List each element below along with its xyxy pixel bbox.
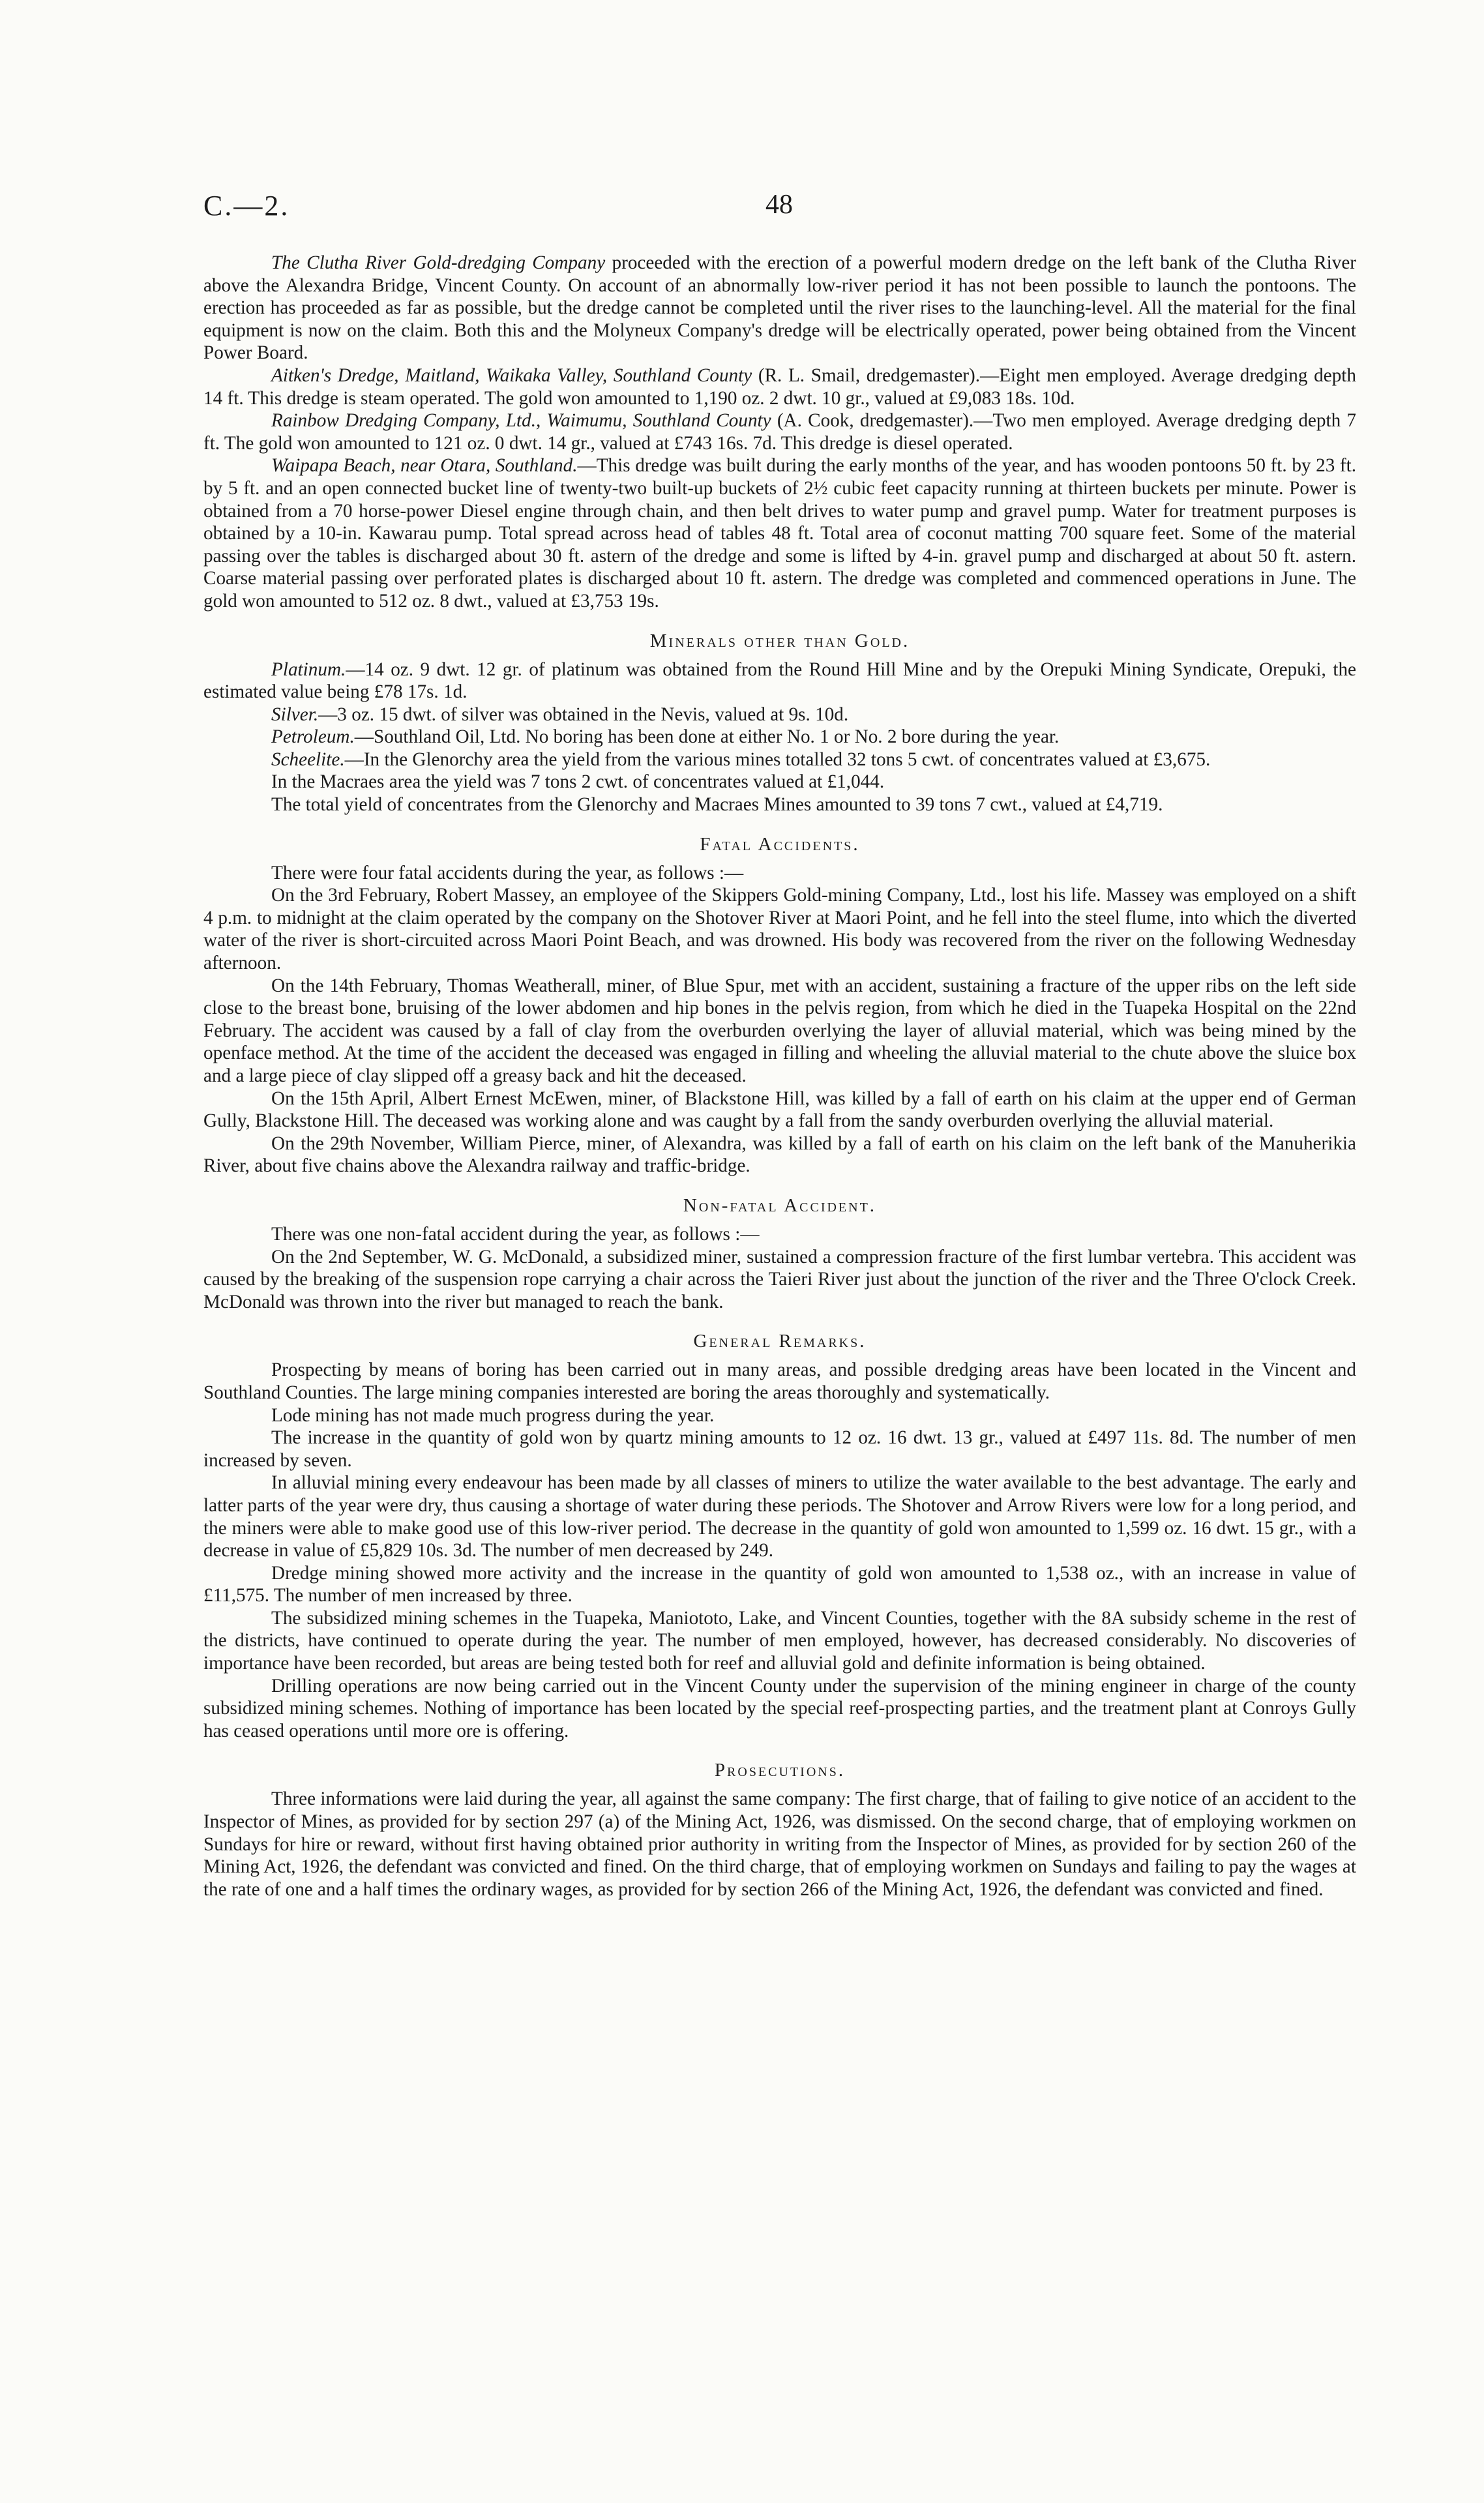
paragraph-general-lode: Lode mining has not made much progress during the year. bbox=[271, 1404, 715, 1426]
paragraph-waipapa-dredge: Waipapa Beach, near Otara, Southland.—This dredge was built during the early months of the year, and has wooden pontoons 50 ft. by 23 ft. by 5 ft. and an open connected bucket line of twenty-two built-up buckets of 2½ cubic feet capacity running at thirteen buckets per minute. Power is obtained from a 70 horse-power Diesel engine through chain, and then belt drives to water pump and gravel pump. Water for treatment purposes is obtained by a 10-in. Kawarau pump. Total spread across head of tables 48 ft. Total area of coconut matting 700 square feet. Some of the material passing over the tables is discharged about 30 ft. astern of the dredge and some is lifted by 4-in. gravel pump and discharged at about 50 ft. astern. Coarse material passing over perforated plates is discharged about 10 ft. astern. The dredge was completed and commenced operations in June. The gold won amounted to 512 oz. 8 dwt., valued at £3,753 19s. bbox=[203, 455, 1357, 612]
paragraph-fatal-intro: There were four fatal accidents during the year, as follows :— bbox=[271, 862, 744, 883]
paragraph-nonfatal-mcdonald: On the 2nd September, W. G. McDonald, a subsidized miner, sustained a compression fracture of the first lumbar vertebra. This accident was caused by the breaking of the suspension rope carrying a chair across the Taieri River just about the junction of the river and the Three O'clock Creek. McDonald was thrown into the river but managed to reach the bank. bbox=[203, 1246, 1356, 1312]
paragraph-fatal-pierce: On the 29th November, William Pierce, miner, of Alexandra, was killed by a fall of earth on his claim on the left bank of the Manuherikia River, about five chains above the Alexandra railway and traffic-bridge. bbox=[203, 1133, 1356, 1177]
paragraph-platinum: Platinum.—14 oz. 9 dwt. 12 gr. of platinum was obtained from the Round Hill Mine and by the Orepuki Mining Syndicate, Orepuki, the estimated value being £78 17s. 1d. bbox=[203, 659, 1356, 703]
heading-fatal-accidents: Fatal Accidents. bbox=[700, 833, 860, 855]
paragraph-silver: Silver.—3 oz. 15 dwt. of silver was obtained in the Nevis, valued at 9s. 10d. bbox=[271, 704, 849, 725]
heading-general-remarks: General Remarks. bbox=[693, 1331, 867, 1352]
heading-non-fatal-accident: Non-fatal Accident. bbox=[683, 1194, 877, 1216]
paragraph-scheelite: Scheelite.—In the Glenorchy area the yield from the various mines totalled 32 tons 5 cwt. of concentrates valued at £3,675. bbox=[271, 748, 1211, 770]
heading-minerals: Minerals other than Gold. bbox=[649, 630, 910, 651]
paragraph-aitkens-dredge: Aitken's Dredge, Maitland, Waikaka Valley, Southland County (R. L. Smail, dredgemaster).—Eight men employed. Average dredging depth 14 ft. This dredge is steam operated. The gold won amounted to 1,190 oz. 2 dwt. 10 gr., valued at £9,083 18s. 10d. bbox=[203, 364, 1356, 409]
paragraph-petroleum: Petroleum.—Southland Oil, Ltd. No boring has been done at either No. 1 or No. 2 bore during the year. bbox=[271, 726, 1060, 748]
paragraph-prosecutions: Three informations were laid during the year, all against the same company: The first charge, that of failing to give notice of an accident to the Inspector of Mines, as provided for by section 297 (a) of the Mining Act, 1926, was dismissed. On the second charge, that of employing workmen on Sundays for hire or reward, without first having obtained prior authority in writing from the Inspector of Mines, as provided for by section 260 of the Mining Act, 1926, the defendant was convicted and fined. On the third charge, that of employing workmen on Sundays and failing to pay the wages at the rate of one and a half times the ordinary wages, as provided for by section 266 of the Mining Act, 1926, the defendant was convicted and fined. bbox=[203, 1788, 1356, 1900]
paragraph-clutha-dredge: The Clutha River Gold-dredging Company proceeded with the erection of a powerful modern dredge on the left bank of the Clutha River above the Alexandra Bridge, Vincent County. On account of an abnormally low-river period it has not been possible to launch the pontoons. The erection has proceeded as far as possible, but the dredge cannot be completed until the river rises to the launching-level. All the material for the final equipment is now on the claim. Both this and the Molyneux Company's dredge will be electrically operated, power being obtained from the Vincent Power Board. bbox=[203, 252, 1357, 364]
paragraph-nonfatal-intro: There was one non-fatal accident during the year, as follows :— bbox=[271, 1223, 760, 1245]
paragraph-fatal-massey: On the 3rd February, Robert Massey, an employee of the Skippers Gold-mining Company, Ltd., lost his life. Massey was employed on a shift 4 p.m. to midnight at the claim operated by the company on the Shotover River at Maori Point, and he fell into the steel flume, into which the diverted water of the river is short-circuited across Maori Point Beach, and was drowned. His body was recovered from the river on the following Wednesday afternoon. bbox=[203, 885, 1356, 974]
page-number: 48 bbox=[765, 190, 793, 220]
page-header bbox=[203, 189, 1355, 235]
paragraph-rainbow-dredge: Rainbow Dredging Company, Ltd., Waimumu, Southland County (A. Cook, dredgemaster).—Two men employed. Average dredging depth 7 ft. The gold won amounted to 121 oz. 0 dwt. 14 gr., valued at £743 16s. 7d. This dredge is diesel operated. bbox=[203, 410, 1356, 454]
paragraph-fatal-weatherall: On the 14th February, Thomas Weatherall, miner, of Blue Spur, met with an accident, sustaining a fracture of the upper ribs on the left side close to the breast bone, bruising of the lower abdomen and hip bones in the pelvis region, from which he died in the Tuapeka Hospital on the 22nd February. The accident was caused by a fall of clay from the overburden overlying the layer of alluvial material, which was being mined by the openface method. At the time of the accident the deceased was engaged in filling and wheeling the alluvial material to the chute above the sluice box and a large piece of clay slipped off a greasy back and hit the deceased. bbox=[203, 975, 1356, 1086]
paragraph-general-subsidized: The subsidized mining schemes in the Tuapeka, Maniototo, Lake, and Vincent Counties, together with the 8A subsidy scheme in the rest of the districts, have continued to operate during the year. The number of men employed, however, has decreased considerably. No discoveries of importance have been recorded, but areas are being tested both for reef and alluvial gold and definite information is being obtained. bbox=[203, 1607, 1356, 1674]
paragraph-general-quartz: The increase in the quantity of gold won by quartz mining amounts to 12 oz. 16 dwt. 13 gr., valued at £497 11s. 8d. The number of men increased by seven. bbox=[203, 1427, 1356, 1471]
paragraph-general-alluvial: In alluvial mining every endeavour has been made by all classes of miners to utilize the water available to the best advantage. The early and latter parts of the year were dry, thus causing a shortage of water during these periods. The Shotover and Arrow Rivers were low for a long period, and the miners were able to make good use of this low-river period. The decrease in the quantity of gold won amounted to 1,599 oz. 16 dwt. 15 gr., with a decrease in value of £5,829 10s. 3d. The number of men decreased by 249. bbox=[203, 1472, 1356, 1562]
paragraph-general-drilling: Drilling operations are now being carried out in the Vincent County under the supervision of the mining engineer in charge of the county subsidized mining schemes. Nothing of importance has been located by the special reef-prospecting parties, and the treatment plant at Conroys Gully has ceased operations until more ore is offering. bbox=[203, 1675, 1356, 1741]
document-code: C.—2. bbox=[203, 190, 290, 222]
paragraph-macraes: In the Macraes area the yield was 7 tons 2 cwt. of concentrates valued at £1,044. bbox=[271, 771, 885, 793]
heading-prosecutions: Prosecutions. bbox=[714, 1760, 846, 1781]
paragraph-general-prospecting: Prospecting by means of boring has been carried out in many areas, and possible dredging areas have been located in the Vincent and Southland Counties. The large mining companies interested are boring the areas thoroughly and systematically. bbox=[203, 1359, 1356, 1403]
paragraph-general-dredge: Dredge mining showed more activity and the increase in the quantity of gold won amounted to 1,538 oz., with an increase in value of £11,575. The number of men increased by three. bbox=[203, 1562, 1356, 1607]
paragraph-fatal-mcewen: On the 15th April, Albert Ernest McEwen, miner, of Blackstone Hill, was killed by a fall of earth on his claim at the upper end of German Gully, Blackstone Hill. The deceased was working alone and was caught by a fall from the sandy overburden overlying the alluvial material. bbox=[203, 1088, 1356, 1132]
document-body bbox=[203, 252, 1356, 1901]
paragraph-concentrates-total: The total yield of concentrates from the Glenorchy and Macraes Mines amounted to 39 tons 7 cwt., valued at £4,719. bbox=[271, 794, 1163, 816]
